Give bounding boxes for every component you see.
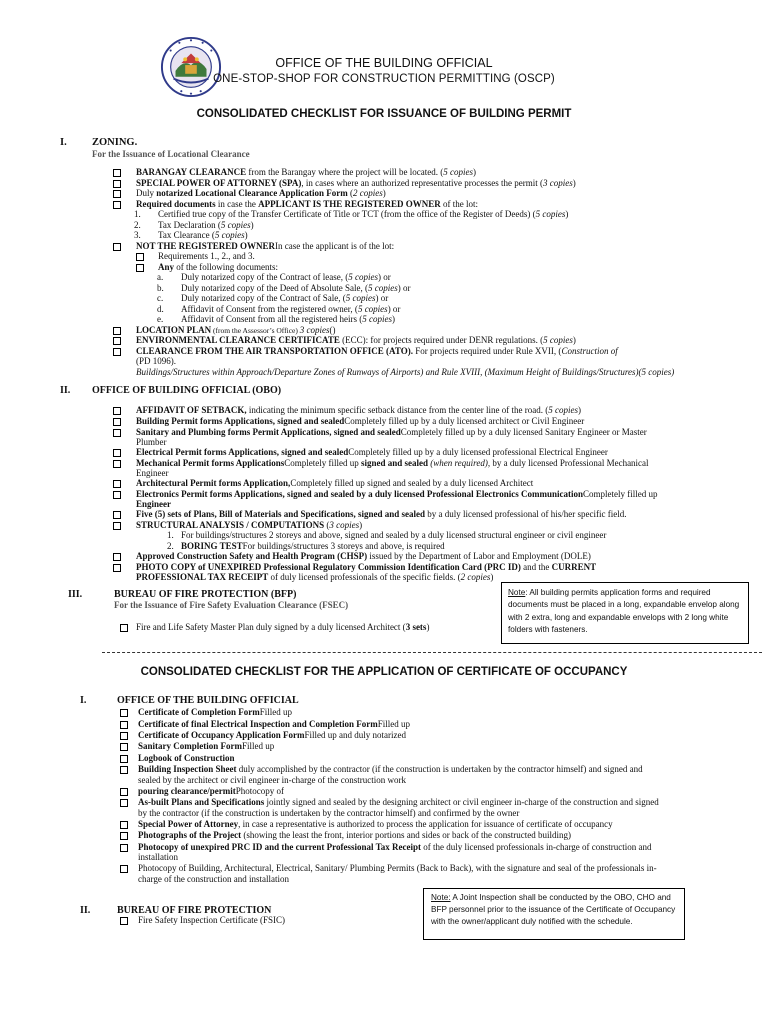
coo-item-continued xyxy=(138,775,406,786)
checkbox[interactable] xyxy=(120,709,128,717)
checkbox[interactable] xyxy=(113,418,121,426)
text-run: Filled up xyxy=(242,741,275,751)
text-run: ENVIRONMENTAL CLEARANCE CERTIFICATE xyxy=(136,335,340,345)
checkbox[interactable] xyxy=(113,327,121,335)
text-run: ( xyxy=(347,188,353,198)
checkbox[interactable] xyxy=(120,732,128,740)
text-run: Photographs of the Project xyxy=(138,830,242,840)
coo-item xyxy=(138,819,613,830)
text-run: installation xyxy=(138,852,178,863)
text-run: ) or xyxy=(377,272,391,282)
text-run: in case the xyxy=(215,198,259,209)
text-run: 3 copies xyxy=(299,324,330,335)
coo-item xyxy=(138,730,406,741)
text-run: Building Permit forms Applications, signed and sealed xyxy=(136,416,345,426)
coo-item-continued xyxy=(138,874,289,885)
section-title-bfp: BUREAU OF FIRE PROTECTION (BFP) xyxy=(114,589,297,600)
oscp-subtitle: ONE-STOP-SHOP FOR CONSTRUCTION PERMITTING (OSCP) xyxy=(213,73,555,85)
text-run: by the contractor (if the construction is undertaken by the contractor himself) and confirmed by the owner xyxy=(138,807,520,818)
checkbox[interactable] xyxy=(120,743,128,751)
text-run: ) xyxy=(244,230,248,240)
obo-item xyxy=(136,416,584,427)
checkbox[interactable] xyxy=(113,460,121,468)
text-run: Any xyxy=(158,261,175,272)
text-run: (ECC): for projects required under DENR regulations. ( xyxy=(339,335,544,345)
text-run: Duly notarized copy of the Contract of lease, ( xyxy=(181,272,349,282)
text-run: is required xyxy=(406,540,445,551)
obo-item xyxy=(136,562,716,583)
checkbox[interactable] xyxy=(136,264,144,272)
text-run: indicating the minimum specific setback distance from the center line of the road. ( xyxy=(246,405,549,415)
checkbox[interactable] xyxy=(120,721,128,729)
coo-item xyxy=(138,764,643,775)
text-run: signed and sealed xyxy=(360,457,429,468)
checkbox[interactable] xyxy=(136,253,144,261)
section-number: I. xyxy=(60,137,67,148)
text-run: Affidavit of Consent from the registered owner, ( xyxy=(181,303,358,314)
text-run: 5 copies xyxy=(348,272,378,282)
text-run: Completely filled up xyxy=(344,416,422,426)
text-run: 2 copies xyxy=(352,188,383,198)
text-run: of the lot: xyxy=(359,240,395,251)
zoning-item xyxy=(136,188,386,199)
checkbox[interactable] xyxy=(120,755,128,763)
text-run: ) xyxy=(382,188,386,198)
text-run: Photocopy of Building, Architectural, Electrical, Sanitary/ Plumbing Permits (Back to Back), with the signature and seal of the professionals in- xyxy=(138,863,657,873)
zoning-item xyxy=(158,251,255,262)
text-run: ) xyxy=(490,572,494,583)
text-run: Photocopy of unexpired PRC ID and the current Professional Tax Receipt xyxy=(138,841,422,852)
text-run: ) or xyxy=(375,293,389,303)
item-number: a. xyxy=(157,272,164,282)
checkbox[interactable] xyxy=(113,348,121,356)
text-run: Filled up xyxy=(259,707,292,717)
checkbox[interactable] xyxy=(120,865,128,873)
coo-item xyxy=(138,753,235,764)
section-subtitle: For the Issuance of Fire Safety Evaluation Clearance (FSEC) xyxy=(114,600,349,610)
text-run: Duly xyxy=(136,188,157,198)
zoning-item xyxy=(158,220,254,231)
text-run: ( xyxy=(329,324,333,335)
checkbox[interactable] xyxy=(113,429,121,437)
obo-item xyxy=(136,458,736,479)
checkbox[interactable] xyxy=(113,190,121,198)
zoning-item xyxy=(158,209,568,220)
text-run: Approved Construction Safety and Health Program (CHSP) xyxy=(136,551,368,561)
section-title-coo-obo: OFFICE OF THE BUILDING OFFICIAL xyxy=(117,695,299,706)
coo-item xyxy=(138,797,659,808)
text-run: ) xyxy=(578,405,582,415)
text-run: Completely filled up xyxy=(348,447,425,457)
checkbox[interactable] xyxy=(113,480,121,488)
zoning-item xyxy=(136,346,706,378)
checkbox[interactable] xyxy=(120,766,128,774)
obo-item xyxy=(136,551,591,562)
text-run: jointly signed and sealed by the designing architect or civil engineer in-charge of the construction and signed xyxy=(264,797,659,807)
text-run: Completely filled up xyxy=(400,426,478,437)
item-number: c. xyxy=(157,293,164,303)
text-run: ) xyxy=(565,209,569,219)
checkbox[interactable] xyxy=(113,553,121,561)
text-run: Certificate of Occupancy Application Form xyxy=(138,729,305,740)
zoning-item xyxy=(181,304,400,315)
text-run: ) xyxy=(332,324,336,335)
text-run: BORING TEST xyxy=(181,540,243,551)
text-run: For buildings/structures 2 storeys and above, signed and sealed by a duly licensed structural engineer or civil engineer xyxy=(181,530,607,540)
text-run: ) or xyxy=(397,282,411,293)
item-number: 3. xyxy=(134,230,141,240)
checkbox[interactable] xyxy=(120,788,128,796)
item-number: b. xyxy=(157,282,164,293)
item-number: d. xyxy=(157,303,164,314)
text-run: of duly licensed professionals of the specific fields. ( xyxy=(268,572,461,583)
text-run: 5 copies xyxy=(548,405,579,415)
text-run: Certificate of Completion Form xyxy=(138,707,260,717)
checkbox[interactable] xyxy=(120,821,128,829)
checkbox[interactable] xyxy=(113,491,121,499)
coo-item-continued xyxy=(138,852,178,863)
text-run: PROFESSIONAL TAX RECEIPT xyxy=(136,572,269,583)
section-title-coo-bfp: BUREAU OF FIRE PROTECTION xyxy=(117,905,272,916)
text-run: of the lot: xyxy=(440,198,479,209)
text-run: 5 copies xyxy=(357,303,388,314)
text-run: 5 copies xyxy=(214,230,245,240)
text-run: 5 copies xyxy=(543,335,573,345)
checkbox[interactable] xyxy=(120,917,128,925)
obo-item xyxy=(136,405,581,416)
zoning-item xyxy=(136,167,476,178)
text-run: by a duly licensed professional of his/her specific field. xyxy=(425,509,627,519)
item-number: e. xyxy=(157,314,164,324)
coo-item xyxy=(138,842,652,853)
text-run: ) or xyxy=(387,303,401,314)
text-run: notarized Locational Clearance Application Form xyxy=(156,188,348,198)
text-run: Duly notarized copy of the Contract of Sale, ( xyxy=(181,293,346,303)
zoning-item xyxy=(158,230,248,241)
text-run: of the following documents: xyxy=(174,261,278,272)
text-run: and the xyxy=(520,561,552,572)
obo-item xyxy=(136,509,626,520)
bfp-item: Fire and Life Safety Master Plan duly signed by a duly licensed Architect (3 sets) xyxy=(136,622,430,632)
text-run: ) xyxy=(572,335,576,345)
checkbox[interactable] xyxy=(113,337,121,345)
item-number: 2. xyxy=(134,219,141,230)
text-run: BARANGAY CLEARANCE xyxy=(136,167,247,177)
text-run: charge of the construction and installation xyxy=(138,873,290,884)
checkbox[interactable] xyxy=(113,407,121,415)
obo-item xyxy=(136,427,736,448)
checkbox[interactable] xyxy=(113,449,121,457)
zoning-item xyxy=(136,335,576,346)
text-run: Filled up xyxy=(377,718,410,729)
obo-item xyxy=(136,520,362,531)
fsic-item: Fire Safety Inspection Certificate (FSIC) xyxy=(138,915,285,925)
checkbox[interactable] xyxy=(113,201,121,209)
text-run: , in case a representative is authorized to process the application for issuance of certificate of occupancy xyxy=(238,818,613,829)
obo-item xyxy=(136,447,608,458)
text-run: Engineer xyxy=(136,499,171,510)
text-run: 5 copies xyxy=(443,167,474,177)
text-run: (5 copies) xyxy=(638,366,675,377)
checkbox[interactable] xyxy=(113,511,121,519)
text-run: by a duly licensed professional Electrical Engineer xyxy=(424,447,608,457)
coo-item xyxy=(138,707,292,718)
text-run: duly accomplished by the contractor (if the construction is undertaken by the contractor himself) and signed and xyxy=(236,764,643,774)
text-run: Certified true copy of the Transfer Certificate of Title or TCT (from the office of the Register of Deeds) ( xyxy=(158,209,536,219)
text-run: 2 copies xyxy=(460,572,491,583)
envelope-note-box: Note: All building permits application forms and required documents must be placed in a long, expandable envelop along with 2 extra, long and expandable envelops with 2 long white folders with fasteners. xyxy=(501,582,749,644)
text-run: ) xyxy=(572,177,576,188)
text-run: Filled up and duly notarized xyxy=(304,729,406,740)
text-run: Requirements 1., 2., and 3. xyxy=(158,251,255,261)
text-run: Completely filled up xyxy=(284,457,361,468)
text-run: Logbook of Construction xyxy=(138,752,235,763)
text-run: LOCATION PLAN xyxy=(136,324,212,335)
text-run: Required documents xyxy=(136,198,216,209)
text-run: by a duly licensed architect or Civil Engineer xyxy=(421,416,585,426)
text-run: 5 copies xyxy=(535,209,566,219)
coo-item xyxy=(138,830,571,841)
text-run: of the duly licensed professionals in-charge of construction and xyxy=(421,841,652,852)
building-permit-checklist-title: CONSOLIDATED CHECKLIST FOR ISSUANCE OF BUILDING PERMIT xyxy=(196,108,572,120)
text-run: 3 copies xyxy=(543,177,573,188)
coo-item-continued xyxy=(138,808,519,819)
section-title-obo: OFFICE OF BUILDING OFFICIAL (OBO) xyxy=(92,385,282,396)
text-run: by a duly licensed Professional Mechanical xyxy=(490,457,649,468)
text-run: CURRENT xyxy=(551,561,597,572)
zoning-item xyxy=(181,283,410,294)
zoning-item xyxy=(181,314,395,325)
text-run: Buildings/Structures within Approach/Departure Zones of Runways of Airports) and Rule XVIII, (Maximum Height of Buildings/Structures) xyxy=(136,366,639,377)
section-divider xyxy=(102,652,762,653)
text-run: (when required), xyxy=(428,457,491,468)
checkbox[interactable] xyxy=(120,844,128,852)
text-run: For projects required under Rule XVII, ( xyxy=(412,345,562,356)
text-run: , in cases where an authorized representative processes the permit ( xyxy=(301,177,544,188)
text-run: (PD 1096). xyxy=(136,356,176,367)
coo-item xyxy=(138,719,410,730)
text-run: from the Barangay where the project will be located. ( xyxy=(246,167,444,177)
text-run: by a duly licensed Sanitary Engineer or Master xyxy=(477,426,647,437)
text-run: Duly notarized copy of the Deed of Absolute Sale, ( xyxy=(181,282,368,293)
section-number: II. xyxy=(60,385,71,396)
item-number: 1. xyxy=(134,209,141,219)
checkbox[interactable] xyxy=(120,832,128,840)
zoning-item xyxy=(181,272,391,283)
text-run: Tax Declaration ( xyxy=(158,219,221,230)
obo-item xyxy=(136,489,736,510)
section-title-zoning: ZONING. xyxy=(92,137,138,148)
text-run: ( xyxy=(324,519,330,530)
text-run: Completely filled up xyxy=(290,478,368,488)
text-run: 5 copies xyxy=(345,293,376,303)
text-run: ) xyxy=(250,219,254,230)
obo-item xyxy=(181,530,606,541)
text-run: Sanitary Completion Form xyxy=(138,741,242,751)
office-title: OFFICE OF THE BUILDING OFFICIAL xyxy=(275,56,493,70)
zoning-item xyxy=(136,199,478,210)
checkbox[interactable] xyxy=(113,522,121,530)
text-run: (showing the least the front, interior portions and sides or back of the constructed building) xyxy=(241,830,572,840)
text-run: SPECIAL POWER OF ATTORNEY (SPA) xyxy=(136,177,302,188)
text-run: sealed by the architect or civil engineer in-charge of the construction work xyxy=(138,774,406,785)
text-run: As-built Plans and Specifications xyxy=(138,797,265,807)
checkbox[interactable] xyxy=(113,243,121,251)
zoning-item xyxy=(136,178,576,189)
text-run: Building Inspection Sheet xyxy=(138,764,237,774)
text-run: Mechanical Permit forms Applications xyxy=(136,457,285,468)
section-subtitle: For the Issuance of Locational Clearance xyxy=(92,149,250,159)
text-run: STRUCTURAL ANALYSIS / COMPUTATIONS xyxy=(136,519,325,530)
text-run: CLEARANCE FROM THE AIR TRANSPORTATION OFFICE (ATO). xyxy=(136,345,413,356)
section-number: III. xyxy=(68,589,83,600)
text-run: Construction of xyxy=(561,345,618,356)
occupancy-checklist-title: CONSOLIDATED CHECKLIST FOR THE APPLICATION OF CERTIFICATE OF OCCUPANCY xyxy=(140,666,628,678)
text-run: Tax Clearance ( xyxy=(158,230,215,240)
checkbox[interactable] xyxy=(113,169,121,177)
coo-item xyxy=(138,741,274,752)
text-run: Architectural Permit forms Application, xyxy=(136,478,291,488)
text-run: NOT THE REGISTERED OWNER xyxy=(136,240,275,251)
text-run: 5 copies xyxy=(362,314,393,324)
obo-item xyxy=(181,541,445,552)
text-run: For buildings/structures 3 storeys and above, xyxy=(242,540,407,551)
text-run: ) xyxy=(473,167,477,177)
text-run: 3 copies xyxy=(329,519,360,530)
text-run: PHOTO COPY of UNEXPIRED Professional Regulatory Commission Identification Card (PRC ID) xyxy=(136,561,521,572)
zoning-item xyxy=(158,262,278,273)
text-run: Photocopy of xyxy=(235,785,284,796)
joint-inspection-note-box: Note: A Joint Inspection shall be conducted by the OBO, CHO and BFP personnel prior to the issuance of the Certificate of Occupancy with the owner/applicant duly notified with the schedule. xyxy=(423,888,685,940)
checkbox[interactable] xyxy=(113,180,121,188)
coo-item xyxy=(138,786,284,797)
section-number: II. xyxy=(80,905,91,916)
text-run: Affidavit of Consent from all the registered heirs ( xyxy=(181,314,363,324)
text-run: AFFIDAVIT OF SETBACK, xyxy=(136,405,247,415)
text-run: ) xyxy=(359,519,363,530)
item-number: 2. xyxy=(167,540,174,551)
text-run: Five (5) sets of Plans, Bill of Materials and Specifications, signed and sealed xyxy=(136,509,425,519)
text-run: Certificate of final Electrical Inspection and Completion Form xyxy=(138,718,378,729)
text-run: Completely filled up xyxy=(583,488,658,499)
section-number: I. xyxy=(80,695,87,706)
text-run: Sanitary and Plumbing forms Permit Applications, signed and sealed xyxy=(136,426,401,437)
text-run: 5 copies xyxy=(220,219,251,230)
text-run: signed and sealed by a duly licensed Architect xyxy=(367,478,534,488)
zoning-item xyxy=(181,293,388,304)
text-run: Special Power of Attorney xyxy=(138,818,239,829)
text-run: Electronics Permit forms Applications, signed and sealed by a duly licensed Professional Electronics Communication xyxy=(136,488,584,499)
text-run: ) xyxy=(392,314,396,324)
text-run: (from the Assessor’s Office) xyxy=(211,325,300,335)
text-run: APPLICANT IS THE REGISTERED OWNER xyxy=(258,198,441,209)
checkbox[interactable] xyxy=(120,799,128,807)
coo-item xyxy=(138,863,657,874)
text-run: Electrical Permit forms Applications, signed and sealed xyxy=(136,447,349,457)
text-run: 5 copies xyxy=(367,282,398,293)
zoning-item xyxy=(136,241,394,252)
checkbox[interactable] xyxy=(120,624,128,632)
item-number: 1. xyxy=(167,530,174,540)
checkbox[interactable] xyxy=(113,564,121,572)
text-run: Plumber xyxy=(136,437,167,448)
text-run: issued by the Department of Labor and Employment (DOLE) xyxy=(367,551,591,561)
text-run: In case the applicant is xyxy=(274,240,360,251)
obo-item xyxy=(136,478,533,489)
text-run: Engineer xyxy=(136,468,169,479)
text-run: pouring clearance/permit xyxy=(138,785,236,796)
